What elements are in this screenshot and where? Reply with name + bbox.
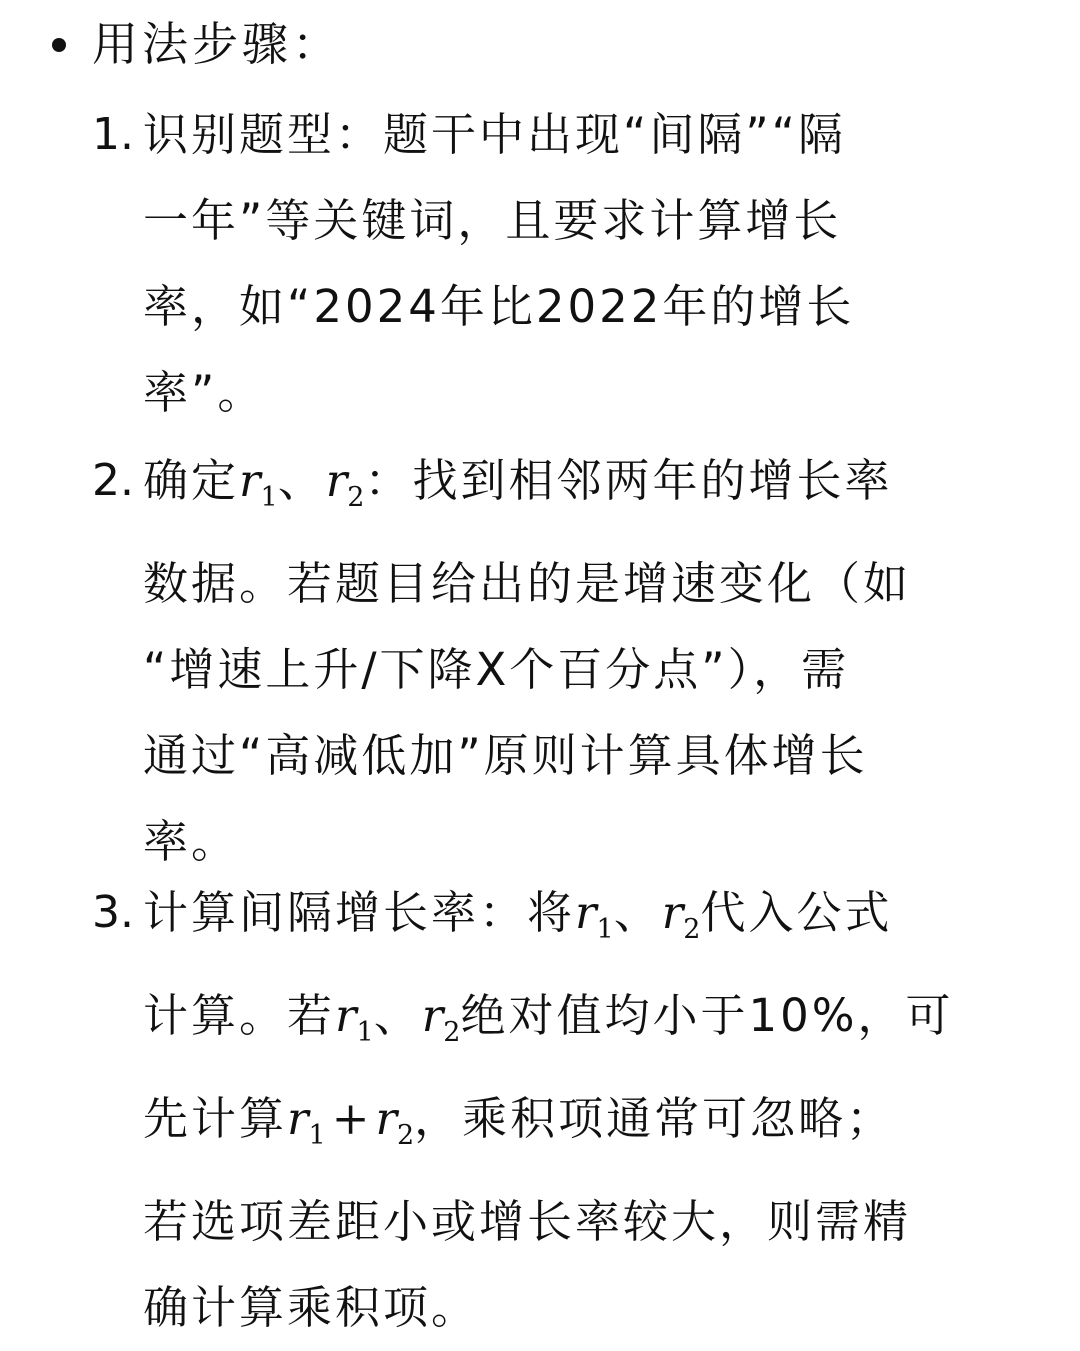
r2-symbol: $r_2$	[325, 454, 365, 513]
step-2-line-3: “增速上升/下降X个百分点”），需	[143, 643, 850, 696]
step-3-line-2	[143, 973, 1023, 1076]
step-2-number: 2.	[92, 455, 134, 506]
step-2-line-1	[143, 438, 1023, 541]
step-2-line-4: 通过“高减低加”原则计算具体增长	[143, 729, 868, 782]
step-1-line-4: 率”。	[143, 366, 266, 419]
step-3-line-2-b: 绝对值均小于10%，可	[460, 989, 954, 1042]
bullet-dot	[52, 38, 66, 52]
step-3-line-1	[143, 870, 1023, 973]
step-3-line-1-a: 计算间隔增长率：将	[143, 886, 576, 939]
step-2-line-1-b: ：找到相邻两年的增长率	[364, 454, 893, 507]
step-3-number: 3.	[92, 887, 134, 938]
step-3-line-3-b: ，乘积项通常可忽略；	[414, 1092, 895, 1145]
r1-symbol: $r_1$	[239, 454, 278, 513]
r1-symbol: $r_1$	[287, 1092, 326, 1151]
r2-symbol: $r_2$	[421, 989, 461, 1048]
step-1-line-3: 率，如“2024年比2022年的增长	[143, 280, 855, 333]
step-3-text	[143, 870, 1023, 1351]
r2-symbol: $r_2$	[375, 1092, 415, 1151]
section-heading: 用法步骤：	[92, 17, 342, 71]
step-3-line-5: 确计算乘积项。	[143, 1281, 480, 1334]
separator: 、	[613, 886, 662, 939]
step-2-line-1-a: 确定	[143, 454, 240, 507]
r1-symbol: $r_1$	[335, 989, 374, 1048]
step-3-line-2-a: 计算。若	[143, 989, 336, 1042]
separator: 、	[277, 454, 326, 507]
step-1-line-2: 一年”等关键词，且要求计算增长	[143, 194, 842, 247]
r2-symbol: $r_2$	[661, 886, 701, 945]
step-1-number: 1.	[92, 109, 134, 160]
step-1-text	[143, 92, 1023, 436]
r1-symbol: $r_1$	[575, 886, 614, 945]
step-2-text	[143, 438, 1023, 885]
step-2-line-2: 数据。若题目给出的是增速变化（如	[143, 557, 912, 610]
step-3-line-3-a: 先计算	[143, 1092, 288, 1145]
step-3-line-3	[143, 1076, 1023, 1179]
plus-sign: +	[331, 1092, 370, 1145]
step-1-line-1: 识别题型：题干中出现“间隔”“隔	[143, 108, 846, 161]
step-3-line-4: 若选项差距小或增长率较大，则需精	[143, 1195, 912, 1248]
step-3-line-1-b: 代入公式	[700, 886, 893, 939]
separator: 、	[373, 989, 422, 1042]
step-2-line-5: 率。	[143, 815, 240, 868]
